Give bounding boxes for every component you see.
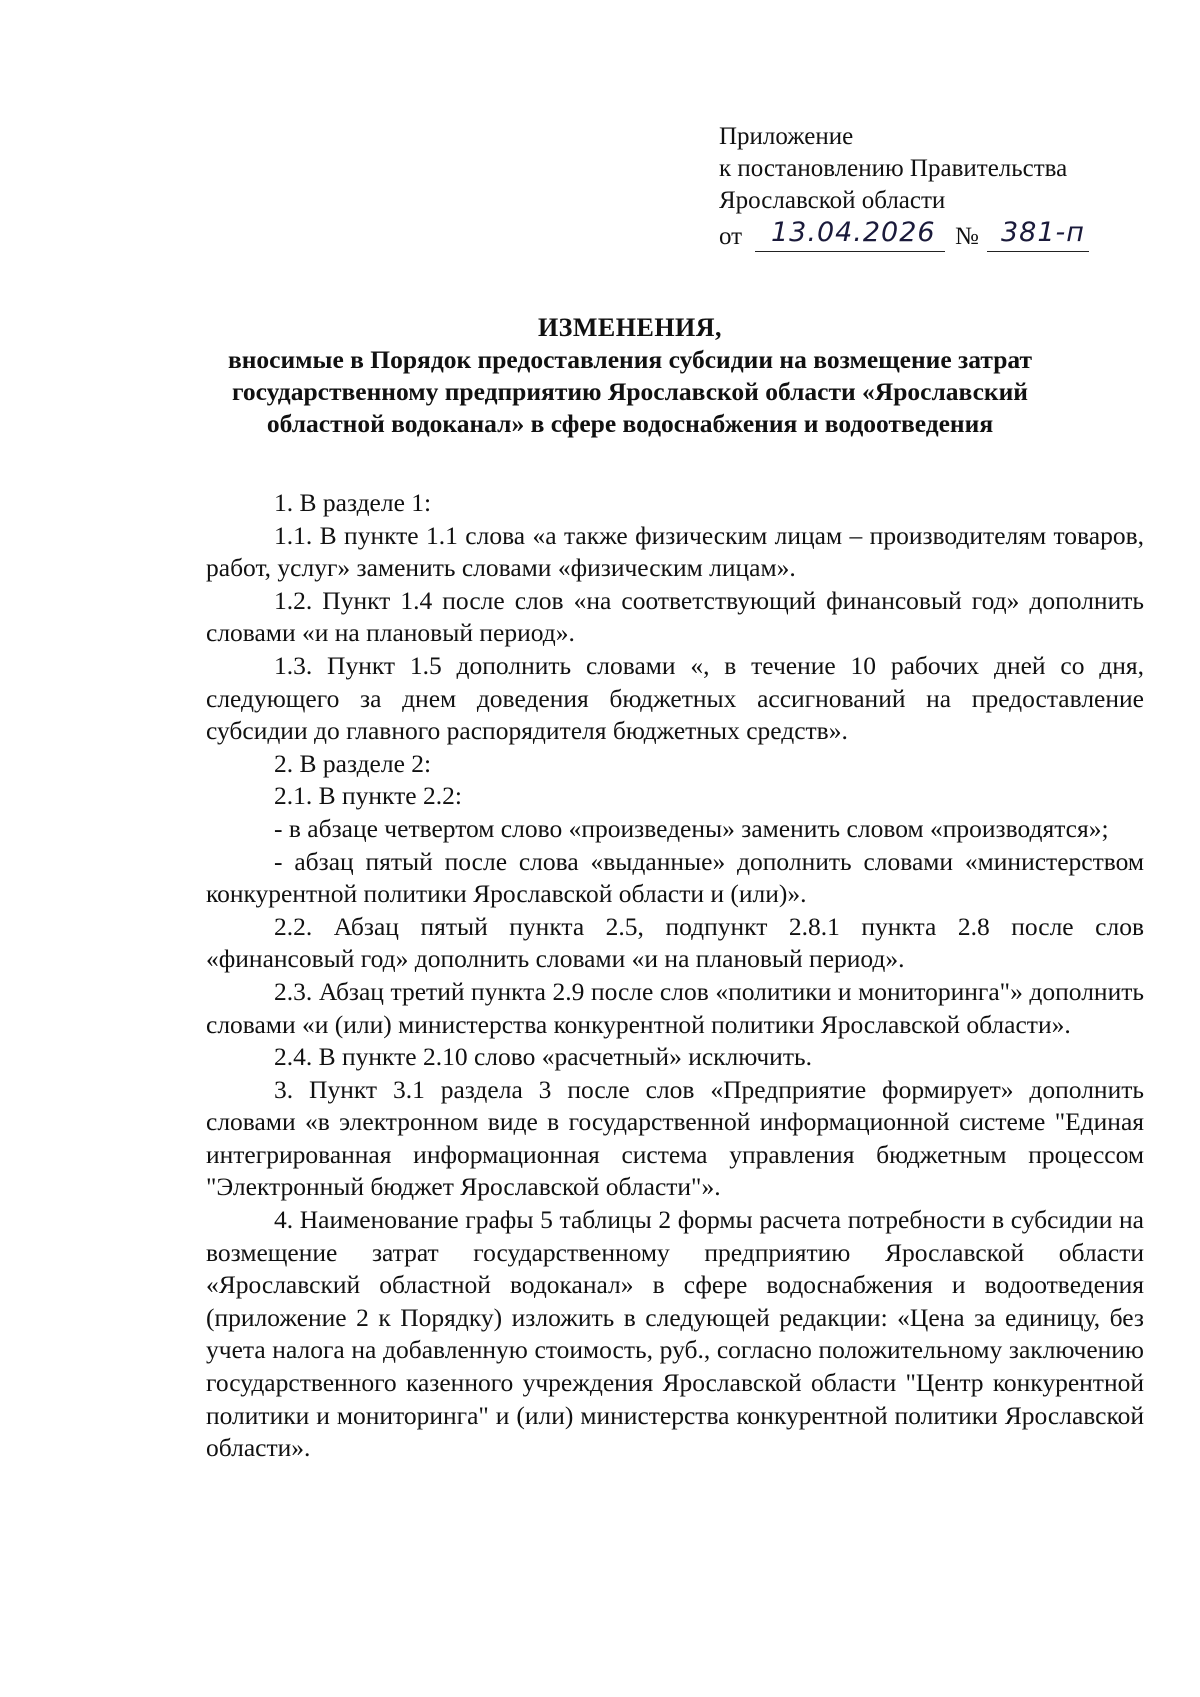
document-subtitle-line-2: государственному предприятию Ярославской области «Ярославский: [231, 377, 1028, 406]
date-prefix: от: [719, 223, 743, 250]
paragraph-2-1-dash-2: - абзац пятый после слова «выданные» дополнить словами «министерством конкурентной политики Ярославской области и (или)».: [206, 846, 1144, 909]
appendix-region: Ярославской области: [719, 187, 946, 214]
appendix-header: [719, 121, 1139, 257]
document-subtitle-line-1: вносимые в Порядок предоставления субсидии на возмещение затрат: [227, 345, 1033, 374]
paragraph-1-3: 1.3. Пункт 1.5 дополнить словами «, в течение 10 рабочих дней со дня, следующего за днем доведения бюджетных ассигнований на предоставление субсидии до главного распорядителя бюджетных средств».: [206, 650, 1144, 746]
paragraph-1-1: 1.1. В пункте 1.1 слова «а также физическим лицам – производителям товаров, работ, услуг» заменить словами «физическим лицам».: [206, 520, 1144, 583]
handwritten-number: 381-п: [1001, 217, 1085, 248]
paragraph-2-2: 2.2. Абзац пятый пункта 2.5, подпункт 2.8.1 пункта 2.8 после слов «финансовый год» дополнить словами «и на плановый период».: [206, 911, 1144, 974]
paragraph-2-1: 2.1. В пункте 2.2:: [274, 781, 462, 811]
document-subtitle-line-3: областной водоканал» в сфере водоснабжения и водоотведения: [266, 409, 994, 438]
paragraph-1: 1. В разделе 1:: [274, 488, 432, 517]
number-prefix: №: [955, 223, 979, 250]
appendix-resolution-ref: к постановлению Правительства: [719, 155, 1068, 182]
handwritten-date: 13.04.2026: [771, 217, 936, 248]
paragraph-2-1-dash-1: - в абзаце четвертом слово «произведены» заменить словом «производятся»;: [274, 813, 1109, 843]
number-underline: [987, 251, 1089, 252]
appendix-title: Приложение: [719, 123, 854, 150]
paragraph-2-4: 2.4. В пункте 2.10 слово «расчетный» исключить.: [274, 1042, 812, 1072]
paragraph-3: 3. Пункт 3.1 раздела 3 после слов «Предприятие формирует» дополнить словами «в электронном виде в государственной информационной системе "Единая интегрированная информационная система управления бюджетным процессом "Электронный бюджет Ярославской области"».: [206, 1074, 1144, 1202]
paragraph-2-3: 2.3. Абзац третий пункта 2.9 после слов «политики и мониторинга"» дополнить словами «и (или) министерства конкурентной политики Ярославской области».: [206, 976, 1144, 1039]
date-number-line: [719, 217, 1139, 257]
paragraph-1-2: 1.2. Пункт 1.4 после слов «на соответствующий финансовый год» дополнить словами «и на плановый период».: [206, 585, 1144, 648]
document-title: ИЗМЕНЕНИЯ,: [537, 313, 723, 342]
paragraph-2: 2. В разделе 2:: [274, 748, 432, 778]
paragraph-4: 4. Наименование графы 5 таблицы 2 формы расчета потребности в субсидии на возмещение затрат государственному предприятию Ярославской области «Ярославский областной водоканал» в сфере водоснабжения и водоотведения (приложение 2 к Порядку) изложить в следующей редакции: «Цена за единицу, без учета налога на добавленную стоимость, руб., согласно положительному заключению государственного казенного учреждения Ярославской области "Центр конкурентной политики и мониторинга" и (или) министерства конкурентной политики Ярославской области».: [206, 1205, 1144, 1463]
date-underline: [755, 251, 945, 252]
document-title-block: [190, 312, 1070, 440]
document-body: [206, 487, 1144, 1465]
